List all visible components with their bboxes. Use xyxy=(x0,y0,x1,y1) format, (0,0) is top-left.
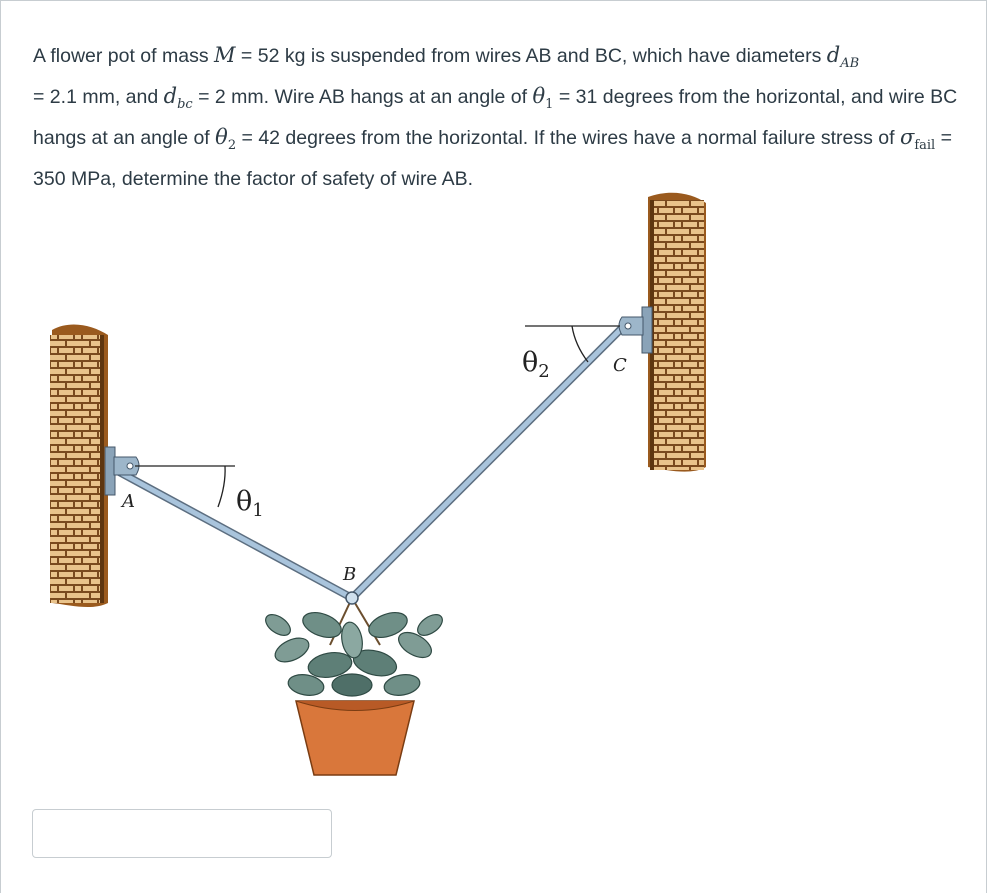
bracket-a xyxy=(105,447,139,495)
question-part-1: A flower pot of mass xyxy=(33,45,214,67)
question-part-3: = 2.1 mm, and xyxy=(33,86,164,109)
theta1-symbol: $\theta_1$ xyxy=(532,84,554,113)
figure-theta2: $\theta_2$ xyxy=(522,347,550,382)
question-part-7: = 350 MPa, determine the factor of safety of wire AB. xyxy=(33,127,953,190)
theta1-arc xyxy=(218,466,225,507)
mass-symbol: M xyxy=(214,43,236,67)
pot-wire-figure xyxy=(30,185,720,785)
theta2-symbol: $\theta_2$ xyxy=(215,125,237,154)
theta2-arc xyxy=(572,326,588,362)
d-bc-symbol: $d_{bc}$ xyxy=(163,84,193,113)
question-part-5: = 31 degrees from the horizontal, and wire BC hangs at an angle of xyxy=(33,86,958,150)
plant-leaves xyxy=(262,598,446,698)
d-ab-symbol: $d_{AB}$ xyxy=(826,43,860,72)
joint-b xyxy=(346,592,358,604)
question-part-2: = 52 kg is suspended from wires AB and BC, which have diameters xyxy=(235,45,827,67)
label-c: C xyxy=(613,355,627,376)
question-part-6: = 42 degrees from the horizontal. If the wires have a normal failure stress of xyxy=(236,127,900,150)
flower-pot xyxy=(296,701,414,775)
label-a: A xyxy=(122,491,135,512)
wire-ab xyxy=(110,467,352,598)
wire-bc xyxy=(352,328,622,598)
figure-theta1: $\theta_1$ xyxy=(236,486,264,521)
bracket-c xyxy=(619,307,652,353)
right-wall xyxy=(648,193,706,472)
question-text xyxy=(33,39,968,196)
question-part-4: = 2 mm. Wire AB hangs at an angle of xyxy=(192,86,533,109)
sigma-fail-symbol: $\sigma_{fail}$ xyxy=(899,125,936,154)
label-b: B xyxy=(343,564,357,585)
answer-input[interactable] xyxy=(32,809,332,858)
left-wall xyxy=(50,325,108,607)
